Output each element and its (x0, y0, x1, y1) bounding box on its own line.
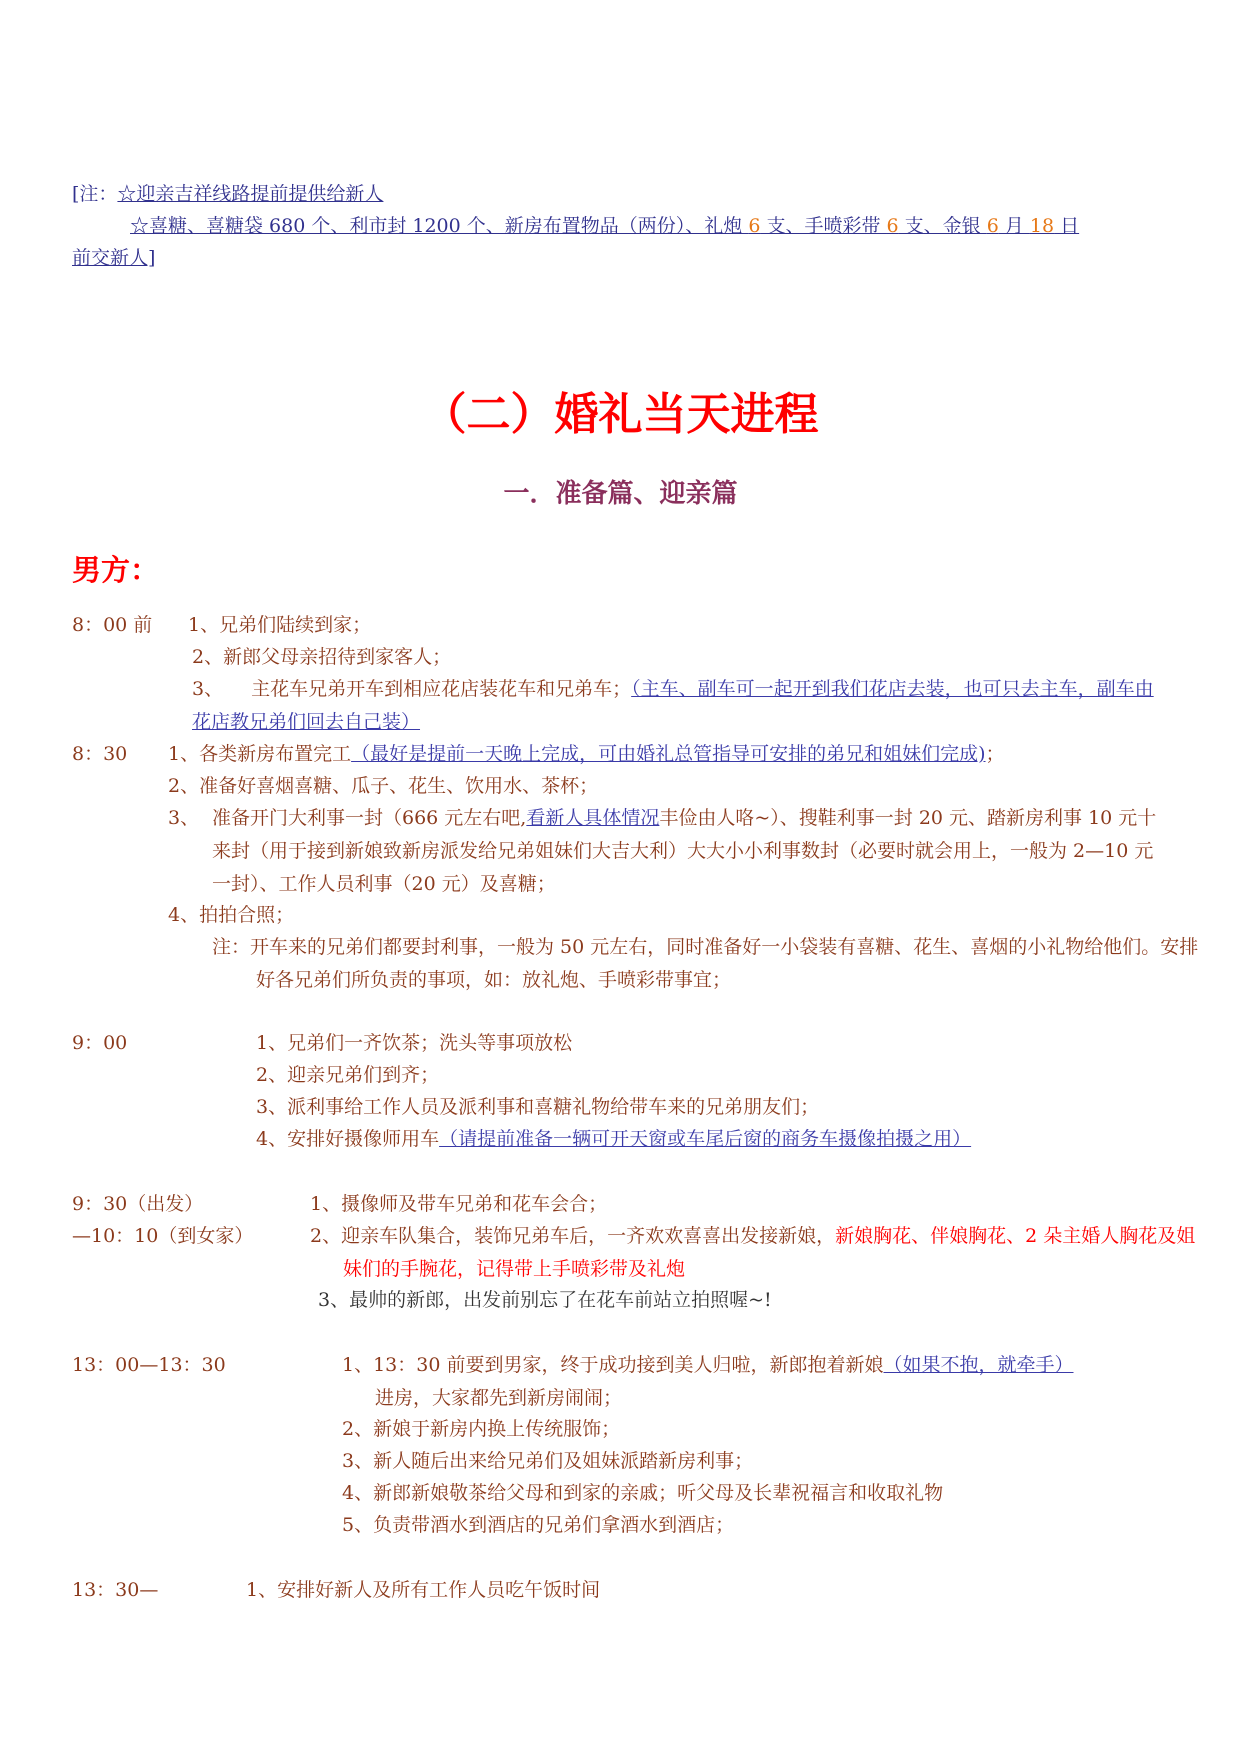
time-label: —10：10（到女家） (72, 1225, 254, 1247)
item-text (212, 802, 1172, 901)
time-label: 8：30 (72, 743, 128, 765)
schedule-item (342, 1349, 1172, 1415)
item-text: 4、安排好摄像师用车 (256, 1128, 440, 1150)
schedule-item: 3、新人随后出来给兄弟们及姐妹派踏新房利事； (342, 1450, 754, 1472)
note-route-text: ☆迎亲吉祥线路提前提供给新人 (117, 183, 384, 205)
item-text-a: 准备开门大利事一封（666 元左右吧, (212, 807, 527, 829)
note-text-b: 支、手喷彩带 (760, 215, 887, 237)
schedule-item: 4、新郎新娘敬茶给父母和到家的亲戚；听父母及长辈祝福言和收取礼物 (342, 1482, 944, 1504)
item-text: 1、13：30 前要到男家，终于成功接到美人归啦，新郎抱着新娘 (342, 1354, 884, 1376)
item-text-b: 丰俭由人咯~）、搜鞋利事一封 20 元、踏新房利事 10 元十来封（用于接到新娘致新房派发给兄弟姐妹们大吉大利）大大小小利事数封（必要时就会用上，一般为 2—10 元一封）、工作人员利事（20 元）及喜糖； (212, 807, 1157, 895)
item-number: 3、 (192, 678, 224, 700)
note-number: 18 (1029, 215, 1055, 237)
schedule-item: 3、最帅的新郎，出发前别忘了在花车前站立拍照喔~! (318, 1289, 772, 1311)
time-label: 13：00—13：30 (72, 1354, 226, 1376)
note-number: 6 (986, 215, 999, 237)
schedule-item: 2、准备好喜烟喜糖、瓜子、花生、饮用水、茶杯； (168, 775, 599, 797)
item-text: 主花车兄弟开车到相应花店装花车和兄弟车； (251, 678, 632, 700)
item-note: 看新人具体情况 (526, 807, 660, 829)
side-heading: 男方： (72, 553, 160, 587)
note-line-3 (72, 242, 155, 275)
item-note: （请提前准备一辆可开天窗或车尾后窗的商务车摄像拍摄之用） (439, 1128, 972, 1150)
schedule-item: 5、负责带酒水到酒店的兄弟们拿酒水到酒店； (342, 1514, 735, 1536)
time-label: 8：00 前 (72, 614, 153, 636)
schedule-item: 1、兄弟们陆续到家； (188, 614, 372, 636)
item-note: （主车、副车可一起开到我们花店去装，也可只去主车，副车由花店教兄弟们回去自己装） (192, 678, 1154, 733)
time-label: 9：30（出发） (72, 1193, 204, 1215)
schedule-item: 4、拍拍合照； (168, 904, 295, 926)
note-number: 6 (748, 215, 761, 237)
note-text-e: 日 (1054, 215, 1080, 237)
note-prefix: [注： (72, 183, 118, 205)
item-text: 2、迎亲车队集合，装饰兄弟车后，一齐欢欢喜喜出发接新娘， (310, 1225, 836, 1247)
note-text-a: ☆喜糖、喜糖袋 680 个、利市封 1200 个、新房布置物品（两份）、礼炮 (130, 215, 749, 237)
schedule-item: 1、兄弟们一齐饮茶；洗头等事项放松 (256, 1032, 573, 1054)
item-text: 1、各类新房布置完工 (168, 743, 352, 765)
page-title: （二）婚礼当天进程 (422, 389, 819, 440)
item-note: （最好是提前一天晚上完成，可由婚礼总管指导可安排的弟兄和姐妹们完成) (351, 743, 986, 765)
note-text-d: 月 (998, 215, 1030, 237)
schedule-item: 2、新娘于新房内换上传统服饰； (342, 1418, 621, 1440)
time-label: 13：30— (72, 1579, 159, 1601)
note-line-2 (130, 210, 1079, 243)
item-number: 3、 (168, 807, 200, 829)
schedule-item (192, 673, 1172, 739)
schedule-item: 1、安排好新人及所有工作人员吃午饭时间 (246, 1579, 601, 1601)
schedule-item: 2、迎亲兄弟们到齐； (256, 1064, 440, 1086)
schedule-item (168, 802, 1172, 901)
schedule-item (168, 738, 1005, 771)
schedule-item: 3、派利事给工作人员及派利事和喜糖礼物给带车来的兄弟朋友们； (256, 1096, 820, 1118)
schedule-item (256, 1123, 971, 1156)
note-line-1 (72, 178, 383, 211)
note-text-c: 支、金银 (898, 215, 987, 237)
schedule-item: 2、新郎父母亲招待到家客人； (192, 646, 452, 668)
schedule-item: 1、摄像师及带车兄弟和花车会合； (310, 1193, 608, 1215)
item-text: ； (985, 743, 1005, 765)
note-number: 6 (886, 215, 899, 237)
schedule-item (310, 1220, 1205, 1286)
item-note: （如果不抱，就牵手） (883, 1354, 1074, 1376)
item-text: 进房，大家都先到新房闹闹； (375, 1387, 623, 1409)
item-highlight: 新娘胸花、伴娘胸花、2 朵主婚人胸花及姐妹们的手腕花，记得带上手喷彩带及礼炮 (343, 1225, 1196, 1280)
time-label: 9：00 (72, 1032, 128, 1054)
section-subtitle: 一．准备篇、迎亲篇 (503, 479, 738, 509)
note-text-end: 前交新人] (72, 247, 156, 269)
schedule-note: 注：开车来的兄弟们都要封利事，一般为 50 元左右，同时准备好一小袋装有喜糖、花生、喜烟的小礼物给他们。安排好各兄弟们所负责的事项，如：放礼炮、手喷彩带事宜； (212, 936, 1199, 991)
